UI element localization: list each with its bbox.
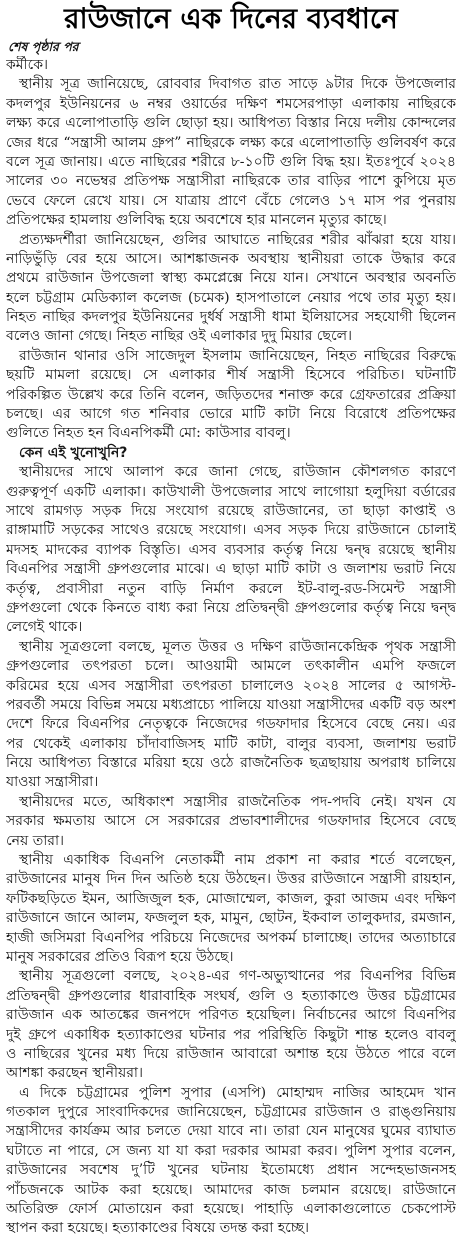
line-text: রাঙ্গামাটি সড়কের সাথেও রয়েছে সংযোগ। এসব সড়ক দিয়ে রাউজানে চোলাই bbox=[6, 522, 456, 539]
line-text: এ দিকে চট্টগ্রামের পুলিশ সুপার (এসপি) মোহাম্মদ নাজির আহমেদ খান bbox=[19, 1084, 456, 1101]
line-text: স্থানীয় সূত্র জানিয়েছে, রোববার দিবাগত রাত সাড়ে ৯টার দিকে উপজেলার bbox=[19, 76, 456, 93]
paragraph bbox=[6, 1084, 456, 1239]
text-line bbox=[6, 327, 456, 346]
line-text: পাঁচজনকে আটক করা হয়েছে। আমাদের কাজ চলমান রয়েছে। রাউজানে bbox=[6, 1181, 456, 1198]
text-line bbox=[6, 114, 456, 133]
text-line bbox=[6, 153, 456, 172]
headline-text: রাউজানে এক দিনের ব্যবধানে bbox=[64, 2, 398, 35]
line-text: ছয়টি মামলা রয়েছে। সে এলাকার শীর্ষ সন্ত্রাসী হিসেবে পরিচিত। ঘটনাটি bbox=[6, 367, 456, 384]
text-line bbox=[6, 832, 456, 851]
line-text: বিএনপির সন্ত্রাসী গ্রুপগুলোর মাঝে। এ ছাড়া মাটি কাটা ও জলাশয় ভরাট নিয়ে bbox=[6, 561, 456, 578]
line-text: রাউজানে জানে আলম, ফজলুল হক, মামুন, ছোটন, ইকবাল তালুকদার, রমজান, bbox=[6, 910, 456, 927]
text-line bbox=[6, 444, 456, 463]
text-line bbox=[6, 95, 456, 114]
text-line bbox=[6, 715, 456, 734]
line-text: রাউজান থানার ওসি সাজেদুল ইসলাম জানিয়েছেন, নিহত নাছিরের বিরুদ্ধে bbox=[19, 347, 456, 364]
text-line bbox=[6, 1200, 456, 1219]
line-text: স্থানীয় সূত্রগুলো বলছে, ২০২৪-এর গণ-অভ্যুত্থানের পর বিএনপির বিভিন্ন bbox=[19, 968, 456, 985]
line-text: গুরুত্বপূর্ণ একটি এলাকা। কাউখালী উপজেলার সাথে লাগোয়া হলুদিয়া বর্ডারের bbox=[6, 483, 456, 500]
article-section bbox=[6, 75, 456, 443]
text-line bbox=[6, 250, 456, 269]
line-text: স্থানীয়দের মতে, অধিকাংশ সন্ত্রাসীর রাজনৈতিক পদ-পদবি নেই। যখন যে bbox=[19, 793, 456, 810]
line-text: মানুষ সরকারের প্রতিও বিরূপ হয়ে উঠছে। bbox=[6, 948, 234, 965]
paragraph bbox=[6, 793, 456, 851]
text-line bbox=[6, 1045, 456, 1064]
text-line bbox=[6, 463, 456, 482]
text-line bbox=[6, 638, 456, 657]
text-line bbox=[6, 56, 456, 75]
text-line bbox=[6, 1181, 456, 1200]
text-line bbox=[6, 347, 456, 366]
text-line bbox=[6, 483, 456, 502]
line-text: স্থানীয়দের সাথে আলাপ করে জানা গেছে, রাউজান কৌশলগত কারণে bbox=[19, 464, 456, 481]
line-text: ও নাছিরের খুনের মধ্য দিয়ে রাউজান আবারো অশান্ত হয়ে উঠতে পারে বলে bbox=[6, 1045, 456, 1062]
paragraph bbox=[6, 851, 456, 967]
headline bbox=[0, 0, 462, 38]
line-text: সালের ৩০ নভেম্বর প্রতিপক্ষ সন্ত্রাসীরা নাছিরকে তার বাড়ির পাশে কুপিয়ে মৃত bbox=[6, 173, 456, 190]
line-text: নিয়ে আধিপত্য বিস্তারে মরিয়া হয়ে ওঠে রাজনৈতিক ছত্রছায়ায় অপরাধ চালিয়ে bbox=[6, 755, 456, 772]
text-line bbox=[6, 308, 456, 327]
line-text: দুই গ্রুপে একাধিক হত্যাকাণ্ডের ঘটনার পর পরিস্থিতি কিছুটা শান্ত হলেও বাবলু bbox=[6, 1026, 456, 1043]
paragraph bbox=[6, 231, 456, 347]
line-text: আশঙ্কা করছেন স্থানীয়রা। bbox=[6, 1065, 143, 1082]
continued-from-label: শেষ পৃষ্ঠার পর bbox=[8, 39, 79, 54]
paragraph bbox=[6, 638, 456, 793]
line-text: নিহত নাছির কদলপুর ইউনিয়নের দুর্ধর্ষ সন্ত্রাসী ধামা ইলিয়াসের সহযোগী ছিলেন bbox=[6, 309, 456, 326]
text-line bbox=[6, 269, 456, 288]
line-text: গ্রুপগুলোর তৎপরতা চলে। আওয়ামী আমলে তৎকালীন এমপি ফজলে bbox=[6, 658, 456, 675]
text-line bbox=[6, 696, 456, 715]
subheading bbox=[6, 444, 456, 463]
line-text: পর থেকেই এলাকায় চাঁদাবাজিসহ মাটি কাটা, বালুর ব্যবসা, জলাশয় ভরাট bbox=[6, 735, 456, 752]
text-line bbox=[6, 812, 456, 831]
text-line bbox=[6, 599, 456, 618]
paragraph bbox=[6, 967, 456, 1083]
text-line bbox=[6, 289, 456, 308]
text-line bbox=[6, 405, 456, 424]
line-text: কেন এই খুনোখুনি? bbox=[19, 444, 128, 461]
text-line bbox=[6, 1064, 456, 1083]
line-text: কর্তৃত্ব, প্রবাসীরা নতুন বাড়ি নির্মাণ করলে ইট-বালু-রড-সিমেন্ট সন্ত্রাসী bbox=[6, 580, 456, 597]
line-text: প্রতিদ্বন্দ্বী গ্রুপগুলোর ধারাবাহিক সংঘর্ষ, গুলি ও হত্যাকাণ্ডে উত্তর চট্টগ্রামের bbox=[6, 987, 456, 1004]
line-text: মদসহ মাদকের ব্যাপক বিস্তৃতি। এসব ব্যবসার কর্তৃত্ব নিয়ে দ্বন্দ্ব রয়েছে স্থানীয় bbox=[6, 541, 456, 558]
line-text: প্রতিপক্ষের হামলায় গুলিবিদ্ধ হয়ে অবশেষে হার মানলেন মৃত্যুর কাছে। bbox=[6, 212, 387, 229]
text-line bbox=[6, 1006, 456, 1025]
line-text: গতকাল দুপুরে সাংবাদিকদের জানিয়েছেন, চট্টগ্রামের রাউজান ও রাঙ্গুনিয়ায় bbox=[6, 1104, 456, 1121]
text-line bbox=[6, 948, 456, 967]
text-line bbox=[6, 1219, 456, 1238]
line-text: বলে সূত্র জানায়। এতে নাছিরের শরীরে ৮-১০টি গুলি বিদ্ধ হয়। ইতঃপূর্বে ২০২৪ bbox=[6, 153, 456, 170]
text-line bbox=[6, 580, 456, 599]
text-line bbox=[6, 618, 456, 637]
text-line bbox=[6, 754, 456, 773]
paragraph bbox=[6, 347, 456, 444]
text-line bbox=[6, 172, 456, 191]
text-line bbox=[6, 1161, 456, 1180]
text-line bbox=[6, 987, 456, 1006]
line-text: রাউজানের মানুষ দিন দিন অতিষ্ঠ হয়ে উঠছেন। উত্তর রাউজানে সন্ত্রাসী রায়হান, bbox=[6, 871, 456, 888]
line-text: লেগেই থাকে। bbox=[6, 619, 83, 636]
line-text: কর্মীকে। bbox=[6, 57, 48, 73]
line-text: গ্রুপগুলো থেকে কিনতে বাধ্য করা নিয়ে প্রতিদ্বন্দ্বী গ্রুপগুলোর কর্তৃত্ব নিয়ে দ্বন্দ্ব bbox=[6, 599, 456, 616]
text-line bbox=[6, 1142, 456, 1161]
text-line bbox=[6, 502, 456, 521]
text-line bbox=[6, 134, 456, 153]
text-line bbox=[6, 1026, 456, 1045]
text-line bbox=[6, 424, 456, 443]
text-line bbox=[6, 521, 456, 540]
line-text: স্থানীয় একাধিক বিএনপি নেতাকর্মী নাম প্রকাশ না করার শর্তে বলেছেন, bbox=[19, 852, 456, 869]
line-text: প্রথমে রাউজান উপজেলা স্বাস্থ্য কমপ্লেক্সে নিয়ে যান। সেখানে অবস্থার অবনতি bbox=[6, 270, 456, 287]
line-text: ঘটাতে না পারে, সে জন্য যা যা করা দরকার আমরা করব। পুলিশ সুপার বলেন, bbox=[6, 1142, 456, 1159]
text-line bbox=[6, 735, 456, 754]
text-line bbox=[6, 793, 456, 812]
article-section bbox=[6, 444, 456, 1239]
paragraph bbox=[6, 75, 456, 230]
text-line bbox=[6, 541, 456, 560]
text-line bbox=[6, 1122, 456, 1141]
line-text: নেয় তারা। bbox=[6, 832, 65, 849]
text-line bbox=[6, 1084, 456, 1103]
line-text: নাড়িভুঁড়ি বের হয়ে আসে। আশঙ্কাজনক অবস্থায় স্থানীয়রা তাকে উদ্ধার করে bbox=[6, 250, 456, 267]
text-line bbox=[6, 967, 456, 986]
line-text: করিমের হয়ে এসব সন্ত্রাসীরা তৎপরতা চালালেও ২০২৪ সালের ৫ আগস্ট- bbox=[6, 677, 456, 694]
line-text: গুলিতে নিহত হন বিএনপিকর্মী মো: কাউসার বাবলু। bbox=[6, 425, 291, 442]
line-text: দেশে ফিরে বিএনপির নেতৃত্বকে নিজেদের গডফাদার হিসেবে বেছে নেয়। এর bbox=[6, 716, 456, 733]
text-line bbox=[6, 366, 456, 385]
text-line bbox=[6, 75, 456, 94]
text-line bbox=[6, 192, 456, 211]
text-line bbox=[6, 890, 456, 909]
line-text: যাওয়া সন্ত্রাসীরা। bbox=[6, 774, 99, 791]
text-line bbox=[6, 211, 456, 230]
text-line bbox=[6, 657, 456, 676]
text-line bbox=[6, 773, 456, 792]
text-line bbox=[6, 851, 456, 870]
text-line bbox=[6, 560, 456, 579]
line-text: হলে চট্টগ্রাম মেডিক্যাল কলেজ (চমেক) হাসপাতালে নেয়ার পথে তার মৃত্যু হয়। bbox=[6, 289, 456, 306]
text-line bbox=[6, 677, 456, 696]
line-text: স্থানীয় সূত্রগুলো বলছে, মূলত উত্তর ও দক্ষিণ রাউজানকেন্দ্রিক পৃথক সন্ত্রাসী bbox=[19, 638, 456, 655]
text-line bbox=[6, 386, 456, 405]
line-text: চলছে। এর আগে গত শনিবার ভোরে মাটি কাটা নিয়ে বিরোধে প্রতিপক্ষের bbox=[6, 406, 456, 423]
line-text: পরিকল্পিত উল্লেখ করে তিনি বলেন, জড়িতদের শনাক্ত করে গ্রেফতারের প্রক্রিয়া bbox=[6, 386, 456, 403]
line-text: জের ধরে “সন্ত্রাসী আলম গ্রুপ” নাছিরকে লক্ষ্য করে এলোপাতাড়ি গুলিবর্ষণ করে bbox=[6, 134, 456, 151]
line-text: লক্ষ্য করে এলোপাতাড়ি গুলি ছোড়া হয়। আধিপত্য বিস্তার নিয়ে দলীয় কোন্দলের bbox=[6, 115, 456, 132]
line-text: ভেবে ফেলে রেখে যায়। সে যাত্রায় প্রাণে বেঁচে গেলেও ১৭ মাস পর পুনরায় bbox=[6, 192, 456, 209]
line-text: সন্ত্রাসীদের কার্যক্রম আর চলতে দেয়া যাবে না। তারা যেন মানুষের ঘুমের ব্যাঘাত bbox=[6, 1123, 456, 1140]
line-text: ফটিকছড়িতে ইমন, আজিজুল হক, মোজাম্মেল, কাজল, কুরা আজম এবং দক্ষিণ bbox=[6, 890, 456, 907]
line-text: স্থাপন করা হয়েছে। হত্যাকাণ্ডের বিষয়ে তদন্ত করা হচ্ছে। bbox=[6, 1220, 309, 1237]
text-line bbox=[6, 870, 456, 889]
paragraph bbox=[6, 463, 456, 638]
line-text: সরকার ক্ষমতায় আসে সে সরকারের প্রভাবশালীদের গডফাদার হিসেবে বেছে bbox=[6, 813, 456, 830]
line-text: রাউজানের সবশেষ দু’টি খুনের ঘটনায় ইতোমধ্যে প্রধান সন্দেহভাজনসহ bbox=[6, 1162, 456, 1179]
line-text: পরবর্তী সময়ে বিভিন্ন সময়ে মধ্যপ্রাচ্যে পালিয়ে যাওয়া সন্ত্রাসীদের একটি বড় অংশ bbox=[6, 696, 456, 713]
line-text: বলেও জানা গেছে। নিহত নাছির ওই এলাকার দুদু মিয়ার ছেলে। bbox=[6, 328, 353, 345]
line-text: সাথে রামগড় সড়ক দিয়ে সংযোগ রয়েছে রাউজানের, তা ছাড়া কাপ্তাই ও bbox=[6, 502, 456, 519]
line-text: অতিরিক্ত ফোর্স মোতায়েন করা হয়েছে। পাহাড়ি এলাকাগুলোতে চেকপোস্ট bbox=[6, 1201, 456, 1218]
line-text: প্রত্যক্ষদর্শীরা জানিয়েছেন, গুলির আঘাতে নাছিরের শরীর ঝাঁঝরা হয়ে যায়। bbox=[19, 231, 456, 248]
line-text: রাউজান এক আতঙ্কের জনপদে পরিণত হয়েছিল। নির্বাচনের আগে বিএনপির bbox=[6, 1007, 456, 1024]
text-line bbox=[6, 929, 456, 948]
text-line bbox=[6, 231, 456, 250]
text-line bbox=[6, 1103, 456, 1122]
line-text: কদলপুর ইউনিয়নের ৬ নম্বর ওয়ার্ডের দক্ষিণ শমসেরপাড়া এলাকায় নাছিরকে bbox=[6, 95, 456, 112]
paragraph-continued bbox=[6, 56, 456, 75]
line-text: হাজী জসিমরা বিএনপির পরিচয়ে নিজেদের অপকর্ম চালাচ্ছে। তাদের অত্যাচারে bbox=[6, 929, 456, 946]
article-body bbox=[6, 56, 456, 1242]
text-line bbox=[6, 909, 456, 928]
